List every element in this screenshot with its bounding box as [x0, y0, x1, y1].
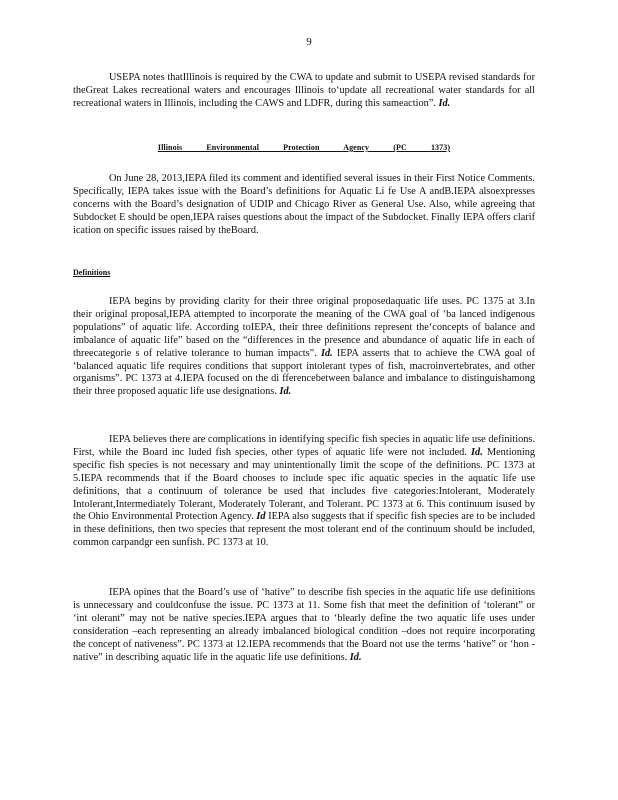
paragraph-text: IEPA begins by providing clarity for their three original proposedaquatic life uses. PC 1375 at 3.In their original proposal,IEPA attempted to incorporate the meaning of the CWA goal of ‘ba lanced indigenous populations” of aquatic life. According toIEPA, their three definitions represent the‘concepts of balance and imbalance of aquatic life” based on the “differences in the presence and abundance of aquatic life in each of threecategorie s of relative tolerance to human impacts”. [73, 296, 535, 359]
citation-id: Id. [320, 347, 333, 359]
paragraph-text: USEPA notes thatIllinois is required by the CWA to update and submit to USEPA revised standards for theGreat Lakes recreational waters and encourages Illinois to‘update all recreational water standards for all recreational waters in Illinois, including the CAWS and LDFR, during this sameaction”. [73, 72, 535, 109]
citation-id: Id. [471, 446, 483, 458]
paragraph-iepa-complications [73, 434, 535, 550]
paragraph-text: IEPA also suggests that if specific fish species are to be included in these definitions, then two species that represent the most tolerant end of the continuum should be included, common carpandgr een sunfish. PC 1373 at 10. [73, 511, 536, 549]
paragraph-text: Mentioning specific fish species is not necessary and may unintentionally limit the scope of the definitions. PC 1373 at 5.IEPA recommends that if the Board chooses to include spec ific aquatic species in the aquatic life use definitions, that a continuum of tolerance be used that includes five categories:Intolerant, Moderately Intolerant,Intermediately Tolerant, Moderately Tolerant, and Tolerant. PC 1373 at 6. This continuum isused by the Ohio Environmental Protection Agency. [73, 446, 536, 523]
page-number: 9 [306, 36, 312, 48]
citation-id: Id. [438, 97, 451, 109]
paragraph-usepa-notes [73, 72, 535, 111]
paragraph-text: On June 28, 2013,IEPA filed its comment and identified several issues in their First Notice Comments. Specifically, IEPA takes issue with the Board’s definitions for Aquatic Li fe Use A andB.IEPA alsoexpresses concerns with the Board’s designation of UDIP and Chicago River as General Use. Also, while agreeing that Subdocket E should be open,IEPA raises questions about the impact of the Subdocket. Finally IEPA offers clarif ication on specific issues raised by theBoard. [73, 173, 535, 236]
citation-id: Id [256, 511, 266, 523]
citation-id: Id. [279, 386, 292, 398]
paragraph-text: IEPA asserts that to achieve the CWA goal of ‘balanced aquatic life requires conditions that support intolerant types of fish, macroinvertebrates, and other organisms”. PC 1373 at 4.IEPA focused on the di fferencebetween balance and imbalance to distinguishamong their three proposed aquatic life use designations. [73, 347, 535, 398]
citation-id: Id. [349, 651, 362, 663]
paragraph-iepa-native [73, 587, 535, 664]
definitions-heading: Definitions [73, 268, 111, 277]
section-heading-iepa: Illinois Environmental Protection Agency (PC 1373) [157, 143, 451, 152]
paragraph-text: IEPA opines that the Board’s use of ‘hative” to describe fish species in the aquatic life use definitions is unnecessary and couldconfuse the issue. PC 1373 at 11. Some fish that meet the definition of ‘tolerant” or ‘int olerant” may not be native species.IEPA argues that to ‘blearly define the two aquatic life uses under consideration –each representing an already imbalanced biological condition –does not require incorporating the concept of nativeness”. PC 1373 at 12.IEPA recommends that the Board not use the terms ‘hative” or ‘hon - native” in describing aquatic life in the aquatic life use definitions. [73, 587, 535, 663]
paragraph-text: IEPA believes there are complications in identifying specific fish species in aquatic life use definitions. First, while the Board inc luded fish species, other types of aquatic life were not included. [73, 434, 535, 458]
paragraph-iepa-filed [73, 173, 535, 238]
paragraph-iepa-clarity [73, 296, 535, 399]
